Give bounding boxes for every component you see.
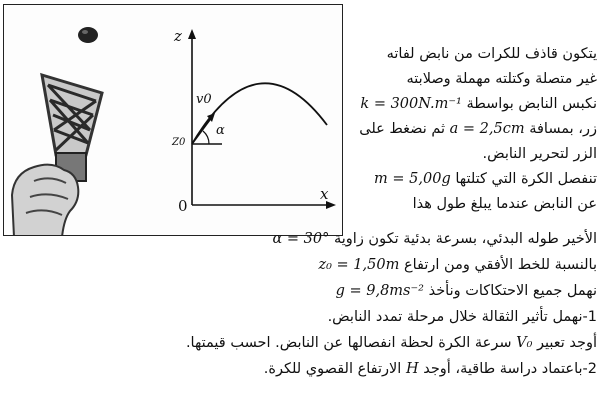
gravity-value: g = 9,8ms⁻² xyxy=(335,283,424,299)
problem-line-6: تنفصل الكرة التي كتلتها m = 5,00g xyxy=(374,171,597,187)
compression-distance: a = 2,5cm xyxy=(449,121,525,137)
problem-line-5: الزر لتحرير النابض. xyxy=(482,146,597,162)
initial-height: z₀ = 1,50m xyxy=(318,257,400,273)
axis-x-label: x xyxy=(320,185,329,203)
problem-line-8: الأخير طوله البدئي، بسرعة بدئية تكون زاوية α = 30° xyxy=(272,231,597,247)
problem-line-7: عن النابض عندما يبلغ طول هذا xyxy=(412,196,597,212)
v0-symbol: V₀ xyxy=(516,335,533,351)
problem-line-2: غير متصلة وكتلته مهملة وصلابته xyxy=(406,71,597,87)
angle-arc xyxy=(203,131,209,144)
problem-line-10: نهمل جميع الاحتكاكات ونأخذ g = 9,8ms⁻² xyxy=(335,283,597,299)
question-2: 2-باعتماد دراسة طاقية، أوجد H الارتفاع القصوي للكرة. xyxy=(263,361,597,377)
problem-line-3: نكبس النابض بواسطة k = 300N.m⁻¹ xyxy=(360,96,597,112)
origin-label: 0 xyxy=(178,197,188,215)
h-symbol: H xyxy=(405,361,419,377)
trajectory-curve xyxy=(192,83,327,144)
ball-mass: m = 5,00g xyxy=(374,171,451,187)
v0-label: v0 xyxy=(196,92,212,107)
spring-constant: k = 300N.m⁻¹ xyxy=(360,96,462,112)
problem-line-1: يتكون قاذف للكرات من نابض لفاته xyxy=(386,46,597,62)
launch-angle: α = 30° xyxy=(272,231,330,247)
question-1: 1-نهمل تأثير الثقالة خلال مرحلة تمدد النابض. xyxy=(327,309,597,325)
z0-label: Z0 xyxy=(172,137,186,148)
alpha-label: α xyxy=(216,123,225,138)
question-1-task: أوجد تعبير V₀ سرعة الكرة لحظة انفصالها عن النابض. احسب قيمتها. xyxy=(185,335,597,351)
problem-line-4: زر، بمسافة a = 2,5cm ثم نضغط على xyxy=(359,121,597,137)
axis-z-label: z xyxy=(174,27,182,45)
problem-line-9: بالنسبة للخط الأفقي ومن ارتفاع z₀ = 1,50m xyxy=(318,257,597,273)
figure-panel xyxy=(3,4,343,236)
